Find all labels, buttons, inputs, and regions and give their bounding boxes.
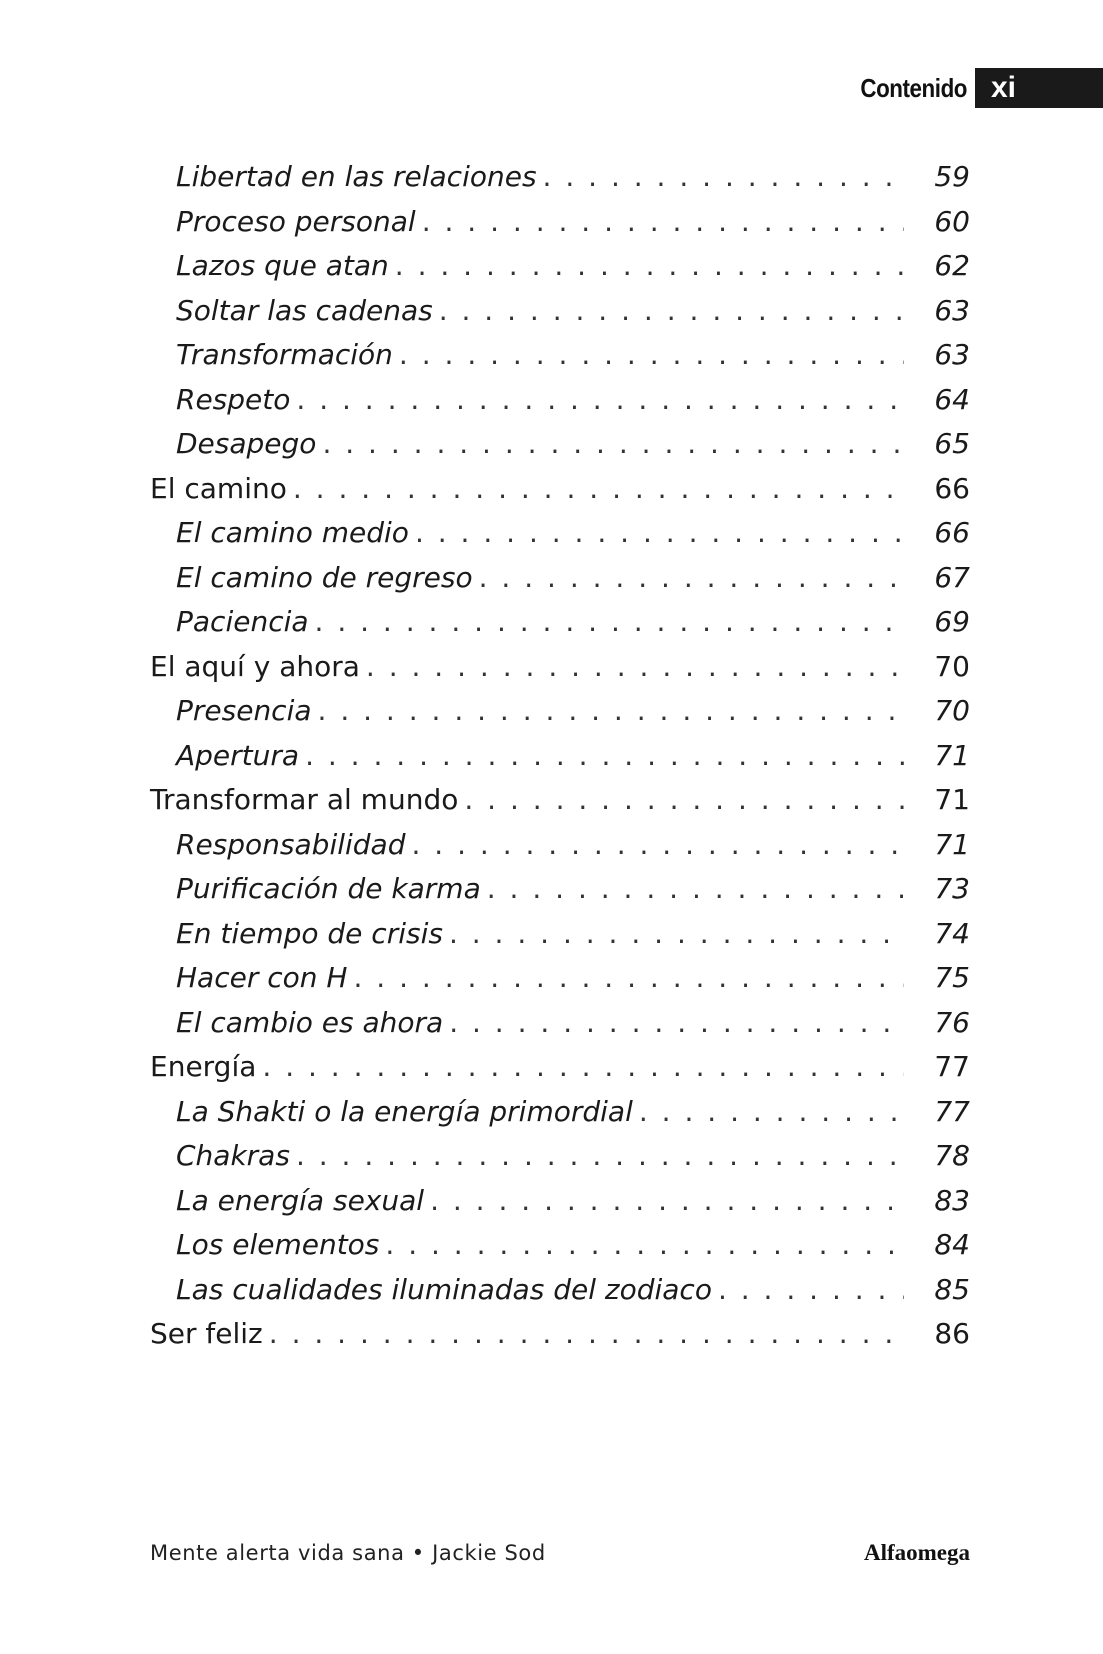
toc-entry (150, 333, 970, 378)
dot-leader (487, 875, 904, 903)
toc-entry (150, 378, 970, 423)
dot-leader (449, 1009, 904, 1037)
dot-leader (305, 742, 904, 770)
toc-entry-title: El aquí y ahora (150, 649, 360, 683)
toc-entry-title: Lazos que atan (176, 249, 389, 283)
toc-entry-page: 62 (934, 249, 970, 283)
toc-entry (150, 244, 970, 289)
page-number-tab (975, 68, 1103, 108)
toc-entry-page: 84 (934, 1228, 970, 1262)
toc-entry-title: Proceso personal (176, 204, 416, 238)
toc-entry-page: 75 (934, 961, 970, 995)
toc-entry-page: 77 (934, 1050, 970, 1084)
toc-entry-title: Presencia (176, 694, 312, 728)
toc-entry (150, 200, 970, 245)
toc-entry (150, 1090, 970, 1135)
toc-entry-title: Chakras (176, 1139, 290, 1173)
running-header (843, 68, 1103, 108)
toc-entry-title: El camino de regreso (176, 560, 473, 594)
dot-leader (479, 564, 904, 592)
toc-entry (150, 823, 970, 868)
dot-leader (366, 653, 904, 681)
toc-entry-title: Paciencia (176, 605, 309, 639)
toc-entry-page: 85 (934, 1272, 970, 1306)
dot-leader (449, 920, 904, 948)
toc-entry-page: 71 (934, 783, 970, 817)
toc-entry (150, 1268, 970, 1313)
toc-entry-page: 59 (934, 160, 970, 194)
toc-entry (150, 645, 970, 690)
dot-leader (399, 341, 904, 369)
toc-entry-title: Purificación de karma (176, 872, 481, 906)
toc-entry (150, 778, 970, 823)
toc-entry-title: Ser feliz (150, 1317, 263, 1351)
toc-entry-page: 65 (934, 427, 970, 461)
toc-entry-page: 66 (934, 516, 970, 550)
dot-leader (315, 608, 904, 636)
toc-entry-page: 83 (934, 1183, 970, 1217)
toc-entry (150, 1312, 970, 1357)
dot-leader (269, 1320, 904, 1348)
page-number: xi (991, 71, 1017, 104)
toc-entry (150, 155, 970, 200)
toc-entry (150, 511, 970, 556)
toc-entry (150, 1179, 970, 1224)
toc-entry (150, 467, 970, 512)
toc-entry (150, 734, 970, 779)
toc-entry-page: 71 (934, 738, 970, 772)
toc-entry-title: Desapego (176, 427, 317, 461)
toc-entry (150, 422, 970, 467)
toc-entry-page: 74 (934, 916, 970, 950)
toc-entry-title: Responsabilidad (176, 827, 406, 861)
toc-entry (150, 867, 970, 912)
toc-entry-page: 63 (934, 338, 970, 372)
toc-entry (150, 689, 970, 734)
toc-entry (150, 956, 970, 1001)
toc-entry-title: El camino (150, 471, 287, 505)
dot-leader (439, 297, 904, 325)
toc-entry-title: Respeto (176, 382, 291, 416)
toc-entry-page: 64 (934, 382, 970, 416)
toc-entry (150, 1223, 970, 1268)
toc-entry-page: 69 (934, 605, 970, 639)
dot-leader (385, 1231, 904, 1259)
toc-entry-title: Apertura (176, 738, 300, 772)
dot-leader (395, 252, 904, 280)
toc-entry-title: La Shakti o la energía primordial (176, 1094, 633, 1128)
section-title: Contenido (860, 72, 967, 103)
toc-entry-page: 86 (934, 1317, 970, 1351)
dot-leader (422, 208, 904, 236)
toc-entry (150, 600, 970, 645)
book-title-author: Mente alerta vida sana • Jackie Sod (150, 1541, 546, 1565)
dot-leader (318, 697, 904, 725)
toc-entry-title: Los elementos (176, 1228, 380, 1262)
dot-leader (293, 475, 904, 503)
publisher-name: Alfaomega (863, 1540, 970, 1565)
dot-leader (262, 1053, 904, 1081)
toc-entry-page: 70 (934, 649, 970, 683)
dot-leader (543, 163, 904, 191)
toc-entry-page: 76 (934, 1005, 970, 1039)
toc-entry-page: 71 (934, 827, 970, 861)
toc-entry-page: 66 (934, 471, 970, 505)
toc-entry-title: Soltar las cadenas (176, 293, 433, 327)
dot-leader (639, 1098, 904, 1126)
dot-leader (296, 386, 904, 414)
toc-entry-title: Transformar al mundo (150, 783, 459, 817)
toc-entry-page: 78 (934, 1139, 970, 1173)
page-footer (150, 1540, 970, 1566)
toc-entry (150, 1045, 970, 1090)
toc-entry-title: Energía (150, 1050, 257, 1084)
toc-entry-page: 60 (934, 204, 970, 238)
dot-leader (464, 786, 904, 814)
toc-entry (150, 556, 970, 601)
dot-leader (411, 831, 904, 859)
dot-leader (353, 964, 904, 992)
toc-entry-page: 77 (934, 1094, 970, 1128)
toc-entry-title: En tiempo de crisis (176, 916, 443, 950)
toc-entry (150, 1001, 970, 1046)
toc-entry-page: 63 (934, 293, 970, 327)
toc-entry-title: La energía sexual (176, 1183, 425, 1217)
toc-entry (150, 912, 970, 957)
toc-entry-title: El cambio es ahora (176, 1005, 444, 1039)
toc-entry-title: Las cualidades iluminadas del zodiaco (176, 1272, 712, 1306)
dot-leader (415, 519, 904, 547)
dot-leader (296, 1142, 904, 1170)
toc-entry-title: Libertad en las relaciones (176, 160, 537, 194)
dot-leader (430, 1187, 904, 1215)
toc-entry (150, 289, 970, 334)
dot-leader (322, 430, 904, 458)
dot-leader (718, 1276, 904, 1304)
toc-entry-title: Transformación (176, 338, 393, 372)
toc-entry-page: 70 (934, 694, 970, 728)
table-of-contents (150, 155, 970, 1357)
toc-entry (150, 1134, 970, 1179)
toc-entry-page: 73 (934, 872, 970, 906)
toc-entry-title: Hacer con H (176, 961, 348, 995)
toc-entry-title: El camino medio (176, 516, 409, 550)
toc-entry-page: 67 (934, 560, 970, 594)
